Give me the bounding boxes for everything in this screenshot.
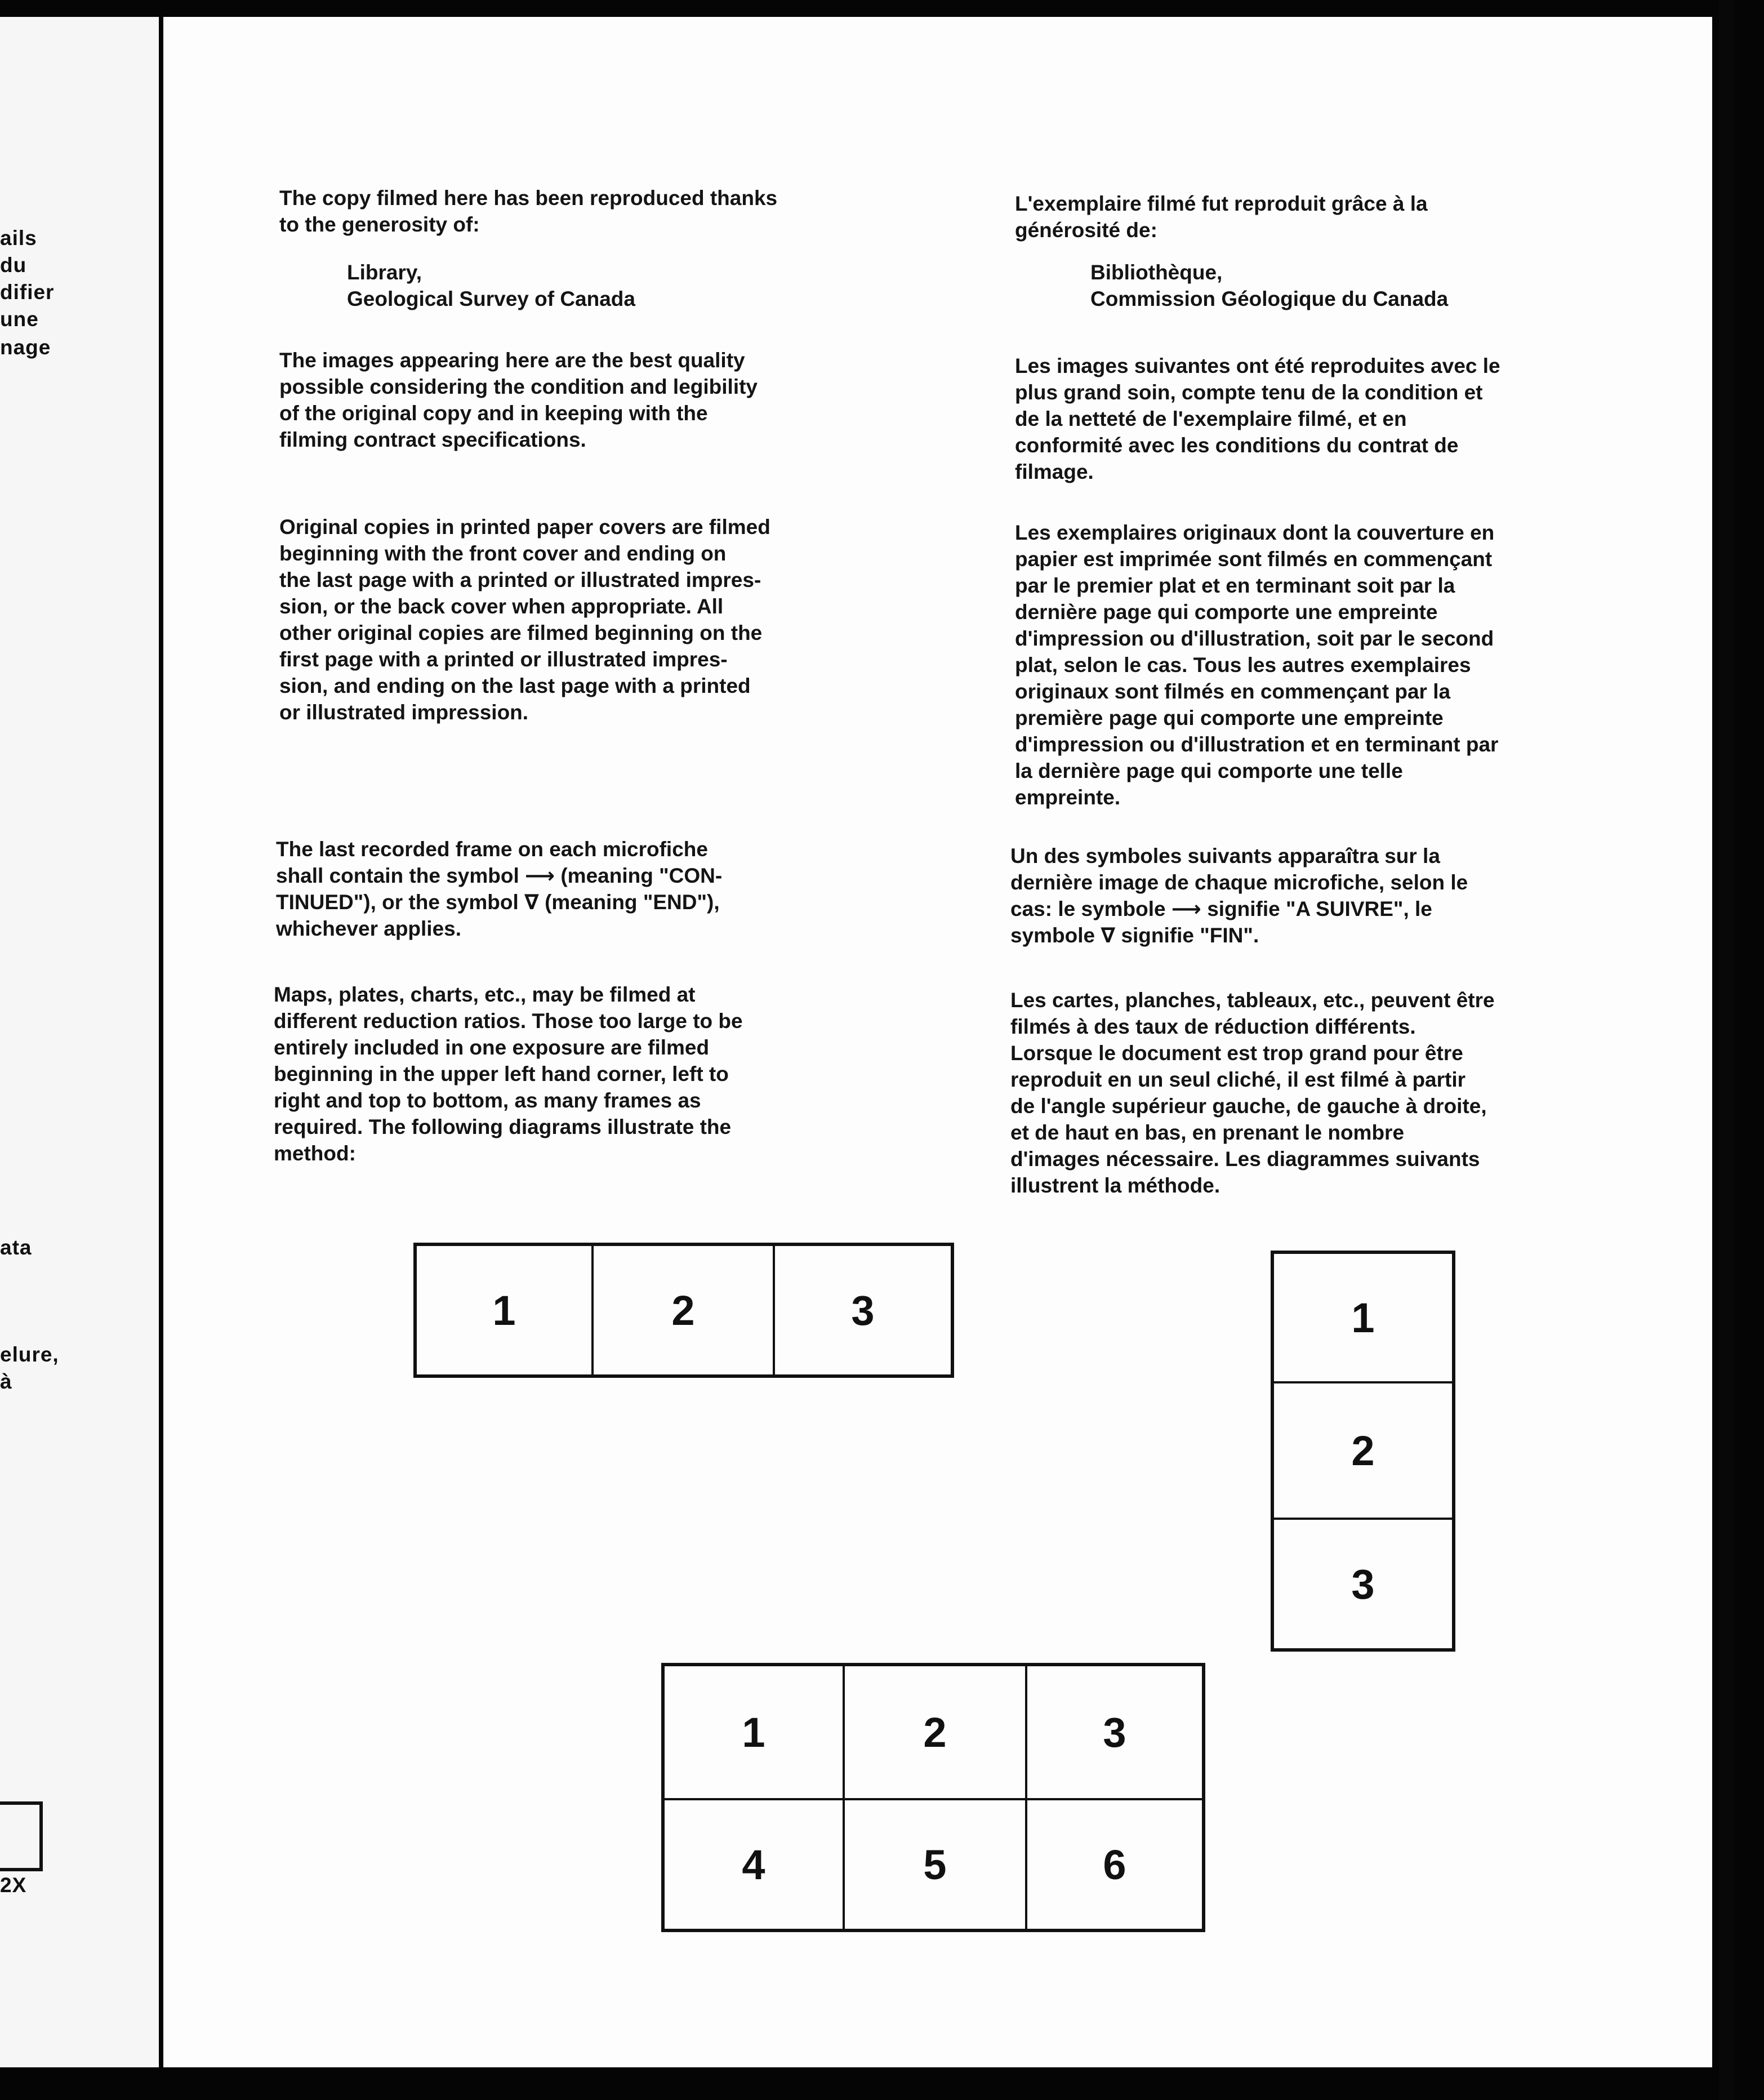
frame-number: 1 bbox=[492, 1287, 516, 1334]
fragment-text: à bbox=[0, 1370, 12, 1393]
english-quality-notice: The images appearing here are the best quality possible considering the condition and legibility of the original copy and in keeping with the filming contract specifications. bbox=[279, 349, 758, 451]
french-maps-notice: Les cartes, planches, tableaux, etc., peuvent être filmés à des taux de réduction différents. Lorsque le document est trop grand pour être reproduit en un seul cliché, il est filmé à partir de l'angle supérieur gauche, de gauche à droite, et de haut en bas, en prenant le nombre d'images nécessaire. Les diagrammes suivants illustrent la méthode. bbox=[1010, 989, 1495, 1197]
frame-number: 6 bbox=[1103, 1841, 1126, 1888]
french-symbols-notice: Un des symboles suivants apparaîtra sur la dernière image de chaque microfiche, selon le cas: le symbole ⟶ signifie "A SUIVRE", le symbole ∇ signifie "FIN". bbox=[1010, 844, 1468, 947]
english-library-address: Library, Geological Survey of Canada bbox=[347, 261, 635, 310]
frame-number: 3 bbox=[1103, 1709, 1126, 1756]
english-originals-notice: Original copies in printed paper covers are filmed beginning with the front cover and ending on the last page with a printed or illustrated impres- sion, or the back cover when appropriate. All other original copies are filmed beginning on the first page with a printed or illustrated impres- sion, and ending on the last page with a printed or illustrated impression. bbox=[279, 515, 770, 724]
fragment-text: ails bbox=[0, 226, 37, 250]
frame-number: 5 bbox=[923, 1841, 947, 1888]
frame-number: 1 bbox=[742, 1709, 765, 1756]
fragment-text: ata bbox=[0, 1236, 32, 1259]
french-intro: L'exemplaire filmé fut reproduit grâce à la générosité de: bbox=[1015, 192, 1428, 242]
english-symbols-notice: The last recorded frame on each microfiche shall contain the symbol ⟶ (meaning "CON- TINUED"), or the symbol ∇ (meaning "END"), whichever applies. bbox=[276, 838, 723, 940]
fragment-text: difier bbox=[0, 281, 55, 304]
row-frame-diagram bbox=[413, 1243, 954, 1378]
fragment-text: nage bbox=[0, 336, 51, 359]
frame-number: 2 bbox=[923, 1709, 947, 1756]
fragment-text: une bbox=[0, 308, 39, 331]
film-edge bbox=[1719, 0, 1734, 2100]
column-frame-diagram bbox=[1271, 1251, 1455, 1652]
frame-number: 3 bbox=[1351, 1560, 1375, 1608]
reduction-ratio: 2X bbox=[0, 1874, 27, 1897]
french-originals-notice: Les exemplaires originaux dont la couverture en papier est imprimée sont filmés en commençant par le premier plat et en terminant soit par la dernière page qui comporte une empreinte d'impression ou d'illustration, soit par le second plat, selon le cas. Tous les autres exemplaires originaux sont filmés en commençant par la première page qui comporte une empreinte d'impression ou d'illustration et en terminant par la dernière page qui comporte une telle empreinte. bbox=[1015, 521, 1499, 809]
french-library-address: Bibliothèque, Commission Géologique du Canada bbox=[1090, 261, 1449, 310]
frame-number: 2 bbox=[671, 1287, 695, 1334]
english-intro: The copy filmed here has been reproduced thanks to the generosity of: bbox=[279, 186, 778, 236]
previous-page-fragment bbox=[0, 17, 159, 2067]
french-quality-notice: Les images suivantes ont été reproduites avec le plus grand soin, compte tenu de la condition et de la netteté de l'exemplaire filmé, et en conformité avec les conditions du contrat de filmage. bbox=[1015, 354, 1500, 483]
frame-number: 1 bbox=[1351, 1294, 1375, 1341]
english-maps-notice: Maps, plates, charts, etc., may be filmed at different reduction ratios. Those too large to be entirely included in one exposure are filmed beginning in the upper left hand corner, left to right and top to bottom, as many frames as required. The following diagrams illustrate the method: bbox=[274, 983, 743, 1165]
frame-number: 2 bbox=[1351, 1427, 1375, 1474]
fragment-text: elure, bbox=[0, 1343, 59, 1366]
frame-number: 4 bbox=[742, 1841, 765, 1888]
resolution-target-box bbox=[0, 1801, 43, 1871]
fragment-text: du bbox=[0, 253, 27, 277]
frame-number: 3 bbox=[851, 1287, 875, 1334]
grid-frame-diagram bbox=[661, 1663, 1205, 1932]
